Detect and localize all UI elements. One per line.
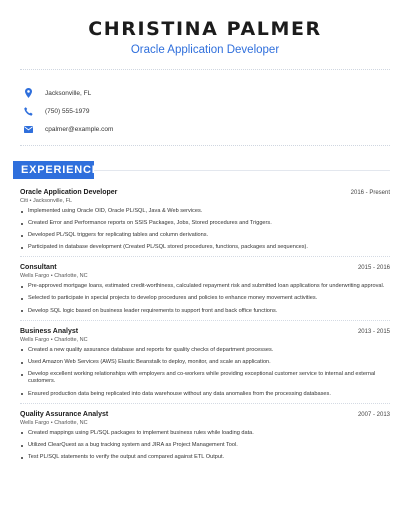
job-entry [20,264,390,320]
job-entry [20,411,390,462]
location-pin-icon [23,88,33,98]
phone-icon [23,106,33,116]
job-dates: 2013 - 2015 [357,328,390,335]
job-bullet: Develop excellent working relationships with employers and co-workers while providing exceptional customer service to internal and external customers. [20,371,390,386]
job-dates: 2016 - Present [350,190,390,196]
envelope-icon [23,124,33,134]
candidate-name: CHRISTINA PALMER [88,18,322,40]
job-bullet: Utilized ClearQuest as a bug tracking system and JIRA as Project Management Tool. [20,442,390,450]
experience-heading [13,161,100,179]
job-location: Charlotte, NC [54,273,88,280]
header-divider [20,69,390,70]
job-title: Quality Assurance Analyst [20,410,109,418]
job-employer: Wells Fargo • Charlotte, NC [20,273,88,280]
job-title: Business Analyst [20,327,79,335]
job-bullet: Pre-approved mortgage loans, estimated credit-worthiness, calculated repayment risk and submitted loan applications for underwriting approval. [20,283,390,291]
job-divider [20,256,390,257]
job-bullet: Used Amazon Web Services (AWS) Elastic Beanstalk to deploy, monitor, and scale an application. [20,359,390,367]
job-bullets [20,347,390,398]
job-bullets [20,208,390,252]
job-bullet: Test PL/SQL statements to verify the output and compared against ETL Output. [20,454,390,462]
contact-email [20,120,113,138]
job-bullet: Participated in database development (Created PL/SQL stored procedures, functions, packages and sequences). [20,244,390,252]
job-company: Wells Fargo [20,336,50,343]
job-location: Jacksonville, FL [32,198,73,204]
experience-heading-line [94,170,390,171]
resume-header [0,0,410,57]
job-bullet: Develop SQL logic based on business leader requirements to support front and back office functions. [20,308,390,316]
job-bullet: Selected to participate in special projects to develop procedures and policies to enhance money movement activities. [20,295,390,303]
job-bullets [20,430,390,462]
job-bullet: Ensured production data being replicated into data warehouse without any data anomalies from the processing databases. [20,391,390,399]
experience-heading-label: EXPERIENCE [21,164,100,176]
job-location: Charlotte, NC [54,419,88,426]
contact-divider [20,145,390,146]
contact-email-text: cpalmer@example.com [45,125,114,133]
job-employer: Wells Fargo • Charlotte, NC [20,336,88,343]
job-title: Oracle Application Developer [20,189,118,196]
job-bullet: Implemented using Oracle OID, Oracle PL/SQL, Java & Web services. [20,208,390,216]
job-company: Wells Fargo [20,419,50,426]
job-company: Citi [20,198,28,204]
experience-list [20,189,390,468]
job-employer: Wells Fargo • Charlotte, NC [20,419,88,426]
contact-location [20,84,113,102]
job-dates: 2015 - 2016 [357,265,390,272]
contact-location-text: Jacksonville, FL [45,89,92,97]
job-dates: 2007 - 2013 [357,411,390,418]
job-bullets [20,283,390,315]
job-bullet: Created Error and Performance reports on SSIS Packages, Jobs, Stored procedures and Triggers. [20,220,390,228]
job-divider [20,320,390,321]
job-bullet: Created a new quality assurance database and reports for quality checks of department processes. [20,347,390,355]
contact-phone [20,102,113,120]
job-employer: Citi • Jacksonville, FL [20,198,73,204]
candidate-title: Oracle Application Developer [130,44,280,56]
job-entry [20,328,390,404]
contact-list [20,84,113,138]
job-divider [20,403,390,404]
job-company: Wells Fargo [20,273,50,280]
job-entry [20,189,390,257]
contact-phone-text: (750) 555-1979 [45,107,90,115]
job-bullet: Created mappings using PL/SQL packages to implement business rules while loading data. [20,430,390,438]
job-location: Charlotte, NC [54,336,88,343]
job-title: Consultant [20,264,57,272]
job-bullet: Developed PL/SQL triggers for replicating tables and column derivations. [20,232,390,240]
